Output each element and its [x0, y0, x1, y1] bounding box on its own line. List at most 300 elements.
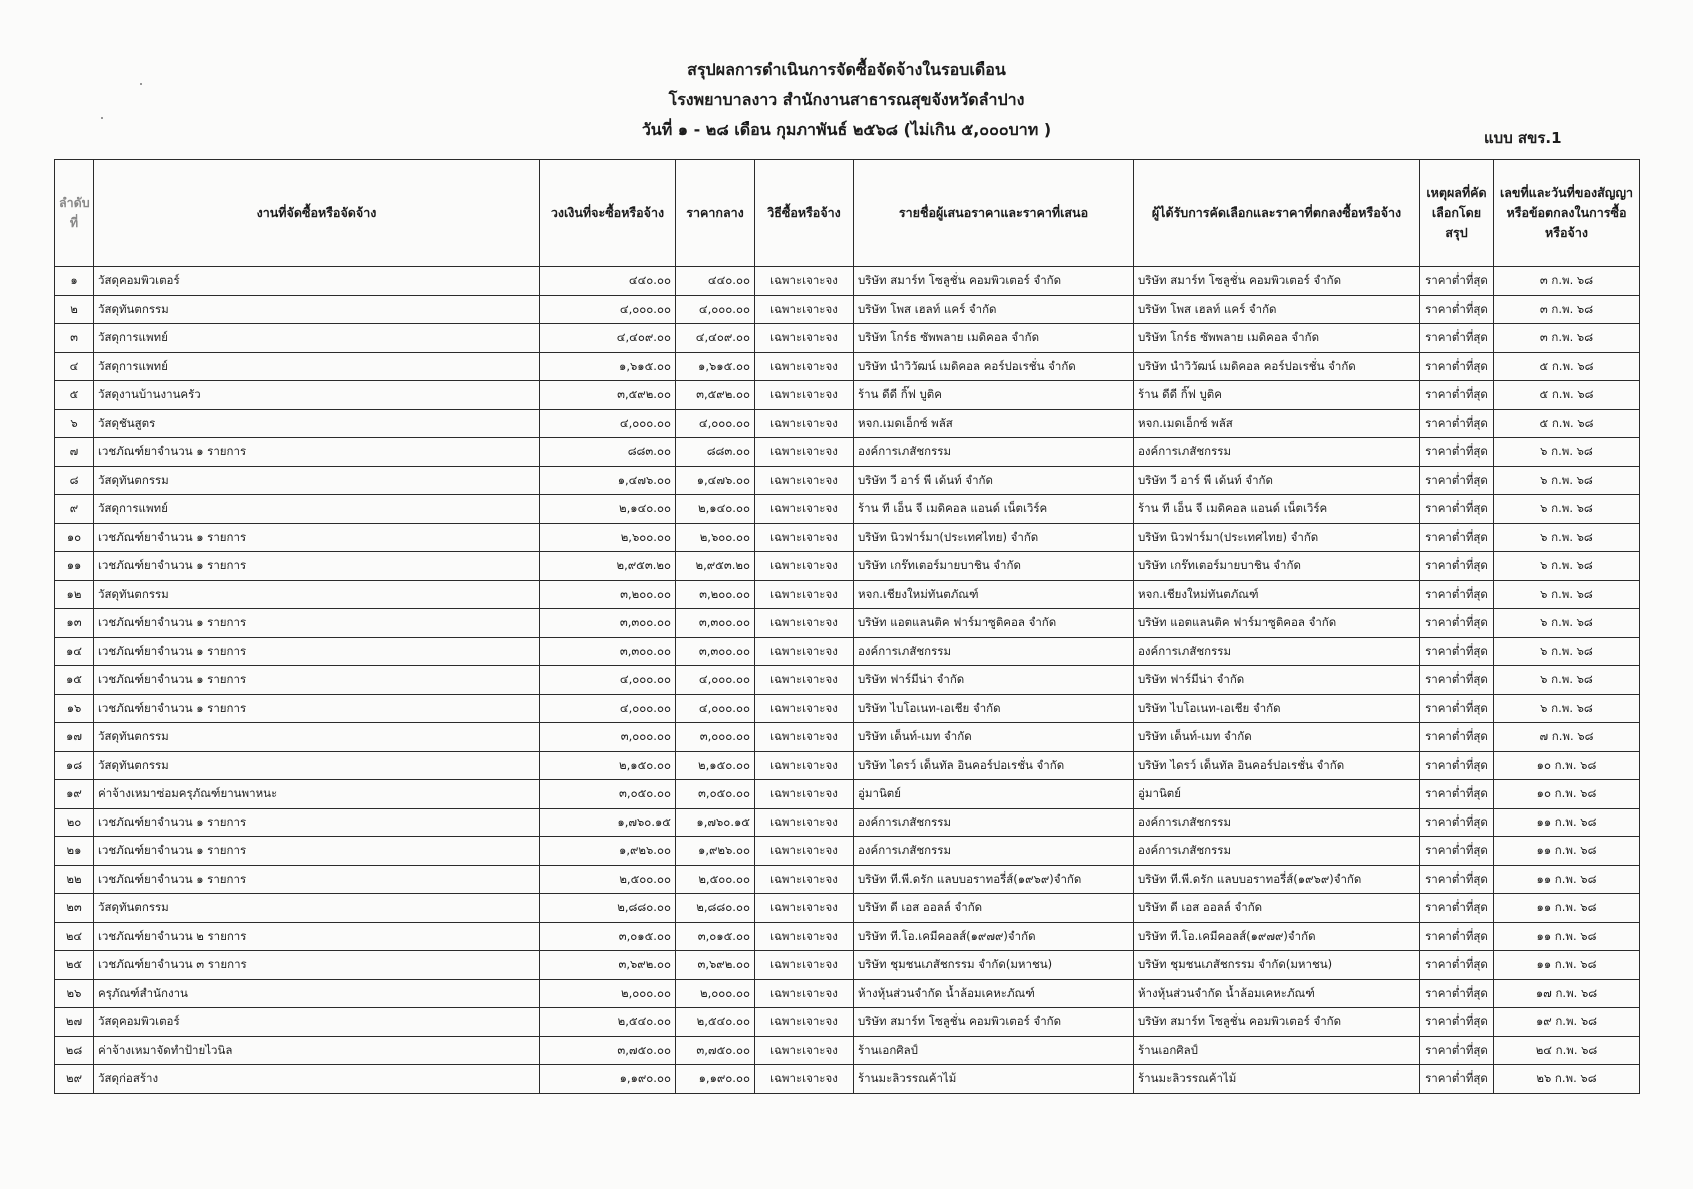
cell-budget: ๔๔๐.๐๐ — [540, 267, 676, 296]
cell-method: เฉพาะเจาะจง — [755, 324, 854, 353]
cell-item: วัสดุทันตกรรม — [94, 466, 540, 495]
cell-contract-date: ๖ ก.พ. ๖๘ — [1494, 495, 1640, 524]
cell-bidder: บริษัท ไดรว์ เด็นทัล อินคอร์ปอเรชั่น จำกัด — [854, 751, 1134, 780]
procurement-table — [54, 159, 1640, 1094]
table-row — [55, 951, 1640, 980]
table-row — [55, 637, 1640, 666]
cell-winner: ร้าน ที เอ็น จี เมดิคอล แอนด์ เน็ตเวิร์ค — [1134, 495, 1420, 524]
cell-median-price: ๓,๐๕๐.๐๐ — [676, 780, 755, 809]
cell-bidder: บริษัท ฟาร์มีน่า จำกัด — [854, 666, 1134, 695]
cell-winner: บริษัท ที.โอ.เคมีคอลส์(๑๙๗๙)จำกัด — [1134, 922, 1420, 951]
cell-item: วัสดุชันสูตร — [94, 409, 540, 438]
cell-bidder: บริษัท สมาร์ท โซลูชั่น คอมพิวเตอร์ จำกัด — [854, 267, 1134, 296]
cell-bidder: บริษัท โกร์ธ ซัพพลาย เมดิคอล จำกัด — [854, 324, 1134, 353]
cell-median-price: ๑,๗๖๐.๑๕ — [676, 808, 755, 837]
cell-no: ๑ — [55, 267, 94, 296]
col-header-bidders: รายชื่อผู้เสนอราคาและราคาที่เสนอ — [854, 160, 1134, 267]
cell-winner: ร้านเอกศิลป์ — [1134, 1036, 1420, 1065]
cell-median-price: ๒,๖๐๐.๐๐ — [676, 523, 755, 552]
cell-budget: ๒,๖๐๐.๐๐ — [540, 523, 676, 552]
cell-winner: บริษัท เกร๊ทเตอร์มายบาชิน จำกัด — [1134, 552, 1420, 581]
cell-item: เวชภัณฑ์ยาจำนวน ๒ รายการ — [94, 922, 540, 951]
table-row — [55, 295, 1640, 324]
cell-winner: บริษัท วี อาร์ พี เด้นท์ จำกัด — [1134, 466, 1420, 495]
cell-bidder: บริษัท ที.พี.ดรัก แลบบอราทอรี่ส์(๑๙๖๙)จำกัด — [854, 865, 1134, 894]
cell-method: เฉพาะเจาะจง — [755, 295, 854, 324]
cell-method: เฉพาะเจาะจง — [755, 495, 854, 524]
cell-reason: ราคาต่ำที่สุด — [1420, 267, 1494, 296]
cell-reason: ราคาต่ำที่สุด — [1420, 409, 1494, 438]
organization-name: โรงพยาบาลงาว สำนักงานสาธารณสุขจังหวัดลำปาง — [668, 90, 1025, 109]
table-row — [55, 894, 1640, 923]
cell-winner: บริษัท โพส เฮลท์ แคร์ จำกัด — [1134, 295, 1420, 324]
cell-method: เฉพาะเจาะจง — [755, 951, 854, 980]
cell-item: วัสดุก่อสร้าง — [94, 1065, 540, 1094]
cell-bidder: บริษัท นิวฟาร์มา(ประเทศไทย) จำกัด — [854, 523, 1134, 552]
cell-median-price: ๔,๐๐๐.๐๐ — [676, 666, 755, 695]
cell-bidder: บริษัท สมาร์ท โซลูชั่น คอมพิวเตอร์ จำกัด — [854, 1008, 1134, 1037]
table-row — [55, 808, 1640, 837]
cell-median-price: ๒,๐๐๐.๐๐ — [676, 979, 755, 1008]
table-header-row — [55, 160, 1640, 267]
cell-no: ๒๖ — [55, 979, 94, 1008]
cell-contract-date: ๒๖ ก.พ. ๖๘ — [1494, 1065, 1640, 1094]
cell-winner: บริษัท โกร์ธ ซัพพลาย เมดิคอล จำกัด — [1134, 324, 1420, 353]
cell-method: เฉพาะเจาะจง — [755, 694, 854, 723]
reporting-period: วันที่ ๑ - ๒๘ เดือน กุมภาพันธ์ ๒๕๖๘ (ไม่เกิน ๕,๐๐๐บาท ) — [641, 120, 1052, 139]
cell-item: เวชภัณฑ์ยาจำนวน ๑ รายการ — [94, 609, 540, 638]
col-header-item: งานที่จัดซื้อหรือจัดจ้าง — [94, 160, 540, 267]
cell-contract-date: ๗ ก.พ. ๖๘ — [1494, 723, 1640, 752]
cell-budget: ๒,๘๘๐.๐๐ — [540, 894, 676, 923]
cell-median-price: ๓,๗๕๐.๐๐ — [676, 1036, 755, 1065]
cell-reason: ราคาต่ำที่สุด — [1420, 295, 1494, 324]
cell-item: ค่าจ้างเหมาจัดทำป้ายไวนิล — [94, 1036, 540, 1065]
cell-no: ๘ — [55, 466, 94, 495]
cell-winner: บริษัท ดี เอส ออลล์ จำกัด — [1134, 894, 1420, 923]
cell-item: เวชภัณฑ์ยาจำนวน ๓ รายการ — [94, 951, 540, 980]
cell-item: วัสดุการแพทย์ — [94, 324, 540, 353]
cell-method: เฉพาะเจาะจง — [755, 409, 854, 438]
cell-bidder: บริษัท ดี เอส ออลล์ จำกัด — [854, 894, 1134, 923]
cell-winner: ห้างหุ้นส่วนจำกัด น้ำล้อมเคหะภัณฑ์ — [1134, 979, 1420, 1008]
cell-contract-date: ๖ ก.พ. ๖๘ — [1494, 580, 1640, 609]
cell-bidder: ห้างหุ้นส่วนจำกัด น้ำล้อมเคหะภัณฑ์ — [854, 979, 1134, 1008]
cell-reason: ราคาต่ำที่สุด — [1420, 523, 1494, 552]
cell-budget: ๔,๔๐๙.๐๐ — [540, 324, 676, 353]
cell-winner: ร้านมะลิวรรณค้าไม้ — [1134, 1065, 1420, 1094]
table-row — [55, 1065, 1640, 1094]
cell-winner: บริษัท เด็นท์-เมท จำกัด — [1134, 723, 1420, 752]
table-row — [55, 694, 1640, 723]
cell-winner: หจก.เชียงใหม่ทันตภัณฑ์ — [1134, 580, 1420, 609]
cell-contract-date: ๓ ก.พ. ๖๘ — [1494, 295, 1640, 324]
table-row — [55, 523, 1640, 552]
cell-no: ๒๒ — [55, 865, 94, 894]
cell-item: วัสดุคอมพิวเตอร์ — [94, 1008, 540, 1037]
cell-median-price: ๒,๑๔๐.๐๐ — [676, 495, 755, 524]
cell-budget: ๔,๐๐๐.๐๐ — [540, 295, 676, 324]
cell-median-price: ๒,๘๘๐.๐๐ — [676, 894, 755, 923]
cell-contract-date: ๓ ก.พ. ๖๘ — [1494, 267, 1640, 296]
cell-contract-date: ๖ ก.พ. ๖๘ — [1494, 466, 1640, 495]
cell-reason: ราคาต่ำที่สุด — [1420, 552, 1494, 581]
cell-winner: องค์การเภสัชกรรม — [1134, 637, 1420, 666]
cell-budget: ๑,๙๒๖.๐๐ — [540, 837, 676, 866]
cell-median-price: ๔,๔๐๙.๐๐ — [676, 324, 755, 353]
cell-item: วัสดุทันตกรรม — [94, 295, 540, 324]
cell-winner: บริษัท แอตแลนติค ฟาร์มาซูติคอล จำกัด — [1134, 609, 1420, 638]
cell-method: เฉพาะเจาะจง — [755, 438, 854, 467]
cell-reason: ราคาต่ำที่สุด — [1420, 324, 1494, 353]
cell-contract-date: ๑๙ ก.พ. ๖๘ — [1494, 1008, 1640, 1037]
cell-item: วัสดุการแพทย์ — [94, 495, 540, 524]
cell-winner: บริษัท ชุมชนเภสัชกรรม จำกัด(มหาชน) — [1134, 951, 1420, 980]
cell-no: ๑๕ — [55, 666, 94, 695]
cell-method: เฉพาะเจาะจง — [755, 865, 854, 894]
cell-item: เวชภัณฑ์ยาจำนวน ๑ รายการ — [94, 438, 540, 467]
cell-median-price: ๓,๕๙๒.๐๐ — [676, 381, 755, 410]
cell-bidder: ร้าน ดีดี กิ๊ฟ บูติค — [854, 381, 1134, 410]
table-row — [55, 495, 1640, 524]
cell-item: เวชภัณฑ์ยาจำนวน ๑ รายการ — [94, 637, 540, 666]
cell-reason: ราคาต่ำที่สุด — [1420, 466, 1494, 495]
scan-speck — [101, 117, 103, 119]
cell-no: ๒๗ — [55, 1008, 94, 1037]
cell-no: ๓ — [55, 324, 94, 353]
cell-reason: ราคาต่ำที่สุด — [1420, 352, 1494, 381]
table-row — [55, 381, 1640, 410]
col-header-median-price: ราคากลาง — [676, 160, 755, 267]
cell-reason: ราคาต่ำที่สุด — [1420, 381, 1494, 410]
cell-reason: ราคาต่ำที่สุด — [1420, 666, 1494, 695]
table-row — [55, 1008, 1640, 1037]
scan-speck — [140, 83, 142, 85]
cell-budget: ๔,๐๐๐.๐๐ — [540, 409, 676, 438]
cell-no: ๑๓ — [55, 609, 94, 638]
cell-contract-date: ๖ ก.พ. ๖๘ — [1494, 609, 1640, 638]
cell-reason: ราคาต่ำที่สุด — [1420, 894, 1494, 923]
cell-no: ๑๘ — [55, 751, 94, 780]
cell-bidder: บริษัท เกร๊ทเตอร์มายบาชิน จำกัด — [854, 552, 1134, 581]
cell-winner: บริษัท สมาร์ท โซลูชั่น คอมพิวเตอร์ จำกัด — [1134, 267, 1420, 296]
cell-item: ครุภัณฑ์สำนักงาน — [94, 979, 540, 1008]
cell-no: ๒๔ — [55, 922, 94, 951]
cell-method: เฉพาะเจาะจง — [755, 922, 854, 951]
cell-item: วัสดุทันตกรรม — [94, 894, 540, 923]
cell-budget: ๑,๖๑๕.๐๐ — [540, 352, 676, 381]
cell-item: ค่าจ้างเหมาซ่อมครุภัณฑ์ยานพาหนะ — [94, 780, 540, 809]
cell-method: เฉพาะเจาะจง — [755, 780, 854, 809]
cell-reason: ราคาต่ำที่สุด — [1420, 837, 1494, 866]
cell-median-price: ๔,๐๐๐.๐๐ — [676, 694, 755, 723]
cell-budget: ๔,๐๐๐.๐๐ — [540, 694, 676, 723]
cell-method: เฉพาะเจาะจง — [755, 352, 854, 381]
cell-winner: บริษัท นิวฟาร์มา(ประเทศไทย) จำกัด — [1134, 523, 1420, 552]
cell-budget: ๓,๐๐๐.๐๐ — [540, 723, 676, 752]
cell-item: วัสดุการแพทย์ — [94, 352, 540, 381]
cell-median-price: ๓,๓๐๐.๐๐ — [676, 609, 755, 638]
cell-no: ๑๑ — [55, 552, 94, 581]
table-row — [55, 438, 1640, 467]
cell-bidder: หจก.เมดเอ็กซ์ พลัส — [854, 409, 1134, 438]
cell-budget: ๒,๕๔๐.๐๐ — [540, 1008, 676, 1037]
cell-contract-date: ๑๗ ก.พ. ๖๘ — [1494, 979, 1640, 1008]
cell-median-price: ๓,๒๐๐.๐๐ — [676, 580, 755, 609]
cell-reason: ราคาต่ำที่สุด — [1420, 979, 1494, 1008]
cell-method: เฉพาะเจาะจง — [755, 808, 854, 837]
table-row — [55, 780, 1640, 809]
cell-reason: ราคาต่ำที่สุด — [1420, 1036, 1494, 1065]
cell-no: ๒๐ — [55, 808, 94, 837]
table-row — [55, 267, 1640, 296]
cell-contract-date: ๑๐ ก.พ. ๖๘ — [1494, 780, 1640, 809]
cell-contract-date: ๑๑ ก.พ. ๖๘ — [1494, 894, 1640, 923]
cell-item: เวชภัณฑ์ยาจำนวน ๑ รายการ — [94, 666, 540, 695]
cell-bidder: หจก.เชียงใหม่ทันตภัณฑ์ — [854, 580, 1134, 609]
cell-reason: ราคาต่ำที่สุด — [1420, 694, 1494, 723]
cell-bidder: องค์การเภสัชกรรม — [854, 808, 1134, 837]
cell-method: เฉพาะเจาะจง — [755, 381, 854, 410]
document-title: สรุปผลการดำเนินการจัดซื้อจัดจ้างในรอบเดือน — [687, 60, 1006, 79]
cell-method: เฉพาะเจาะจง — [755, 751, 854, 780]
cell-item: เวชภัณฑ์ยาจำนวน ๑ รายการ — [94, 552, 540, 581]
col-header-reason: เหตุผลที่คัดเลือกโดยสรุป — [1420, 160, 1494, 267]
cell-item: วัสดุคอมพิวเตอร์ — [94, 267, 540, 296]
cell-method: เฉพาะเจาะจง — [755, 466, 854, 495]
cell-item: วัสดุทันตกรรม — [94, 751, 540, 780]
cell-contract-date: ๑๑ ก.พ. ๖๘ — [1494, 922, 1640, 951]
cell-budget: ๓,๓๐๐.๐๐ — [540, 609, 676, 638]
table-row — [55, 723, 1640, 752]
cell-budget: ๘๘๓.๐๐ — [540, 438, 676, 467]
cell-item: เวชภัณฑ์ยาจำนวน ๑ รายการ — [94, 808, 540, 837]
cell-reason: ราคาต่ำที่สุด — [1420, 922, 1494, 951]
cell-no: ๒๓ — [55, 894, 94, 923]
cell-bidder: องค์การเภสัชกรรม — [854, 837, 1134, 866]
cell-winner: บริษัท สมาร์ท โซลูชั่น คอมพิวเตอร์ จำกัด — [1134, 1008, 1420, 1037]
table-row — [55, 552, 1640, 581]
col-header-winner: ผู้ได้รับการคัดเลือกและราคาที่ตกลงซื้อหรือจ้าง — [1134, 160, 1420, 267]
cell-contract-date: ๑๑ ก.พ. ๖๘ — [1494, 865, 1640, 894]
cell-bidder: บริษัท เด็นท์-เมท จำกัด — [854, 723, 1134, 752]
cell-no: ๒๙ — [55, 1065, 94, 1094]
table-row — [55, 466, 1640, 495]
cell-winner: องค์การเภสัชกรรม — [1134, 808, 1420, 837]
cell-median-price: ๒,๕๐๐.๐๐ — [676, 865, 755, 894]
cell-contract-date: ๖ ก.พ. ๖๘ — [1494, 637, 1640, 666]
cell-method: เฉพาะเจาะจง — [755, 1065, 854, 1094]
cell-no: ๑๖ — [55, 694, 94, 723]
cell-item: วัสดุทันตกรรม — [94, 580, 540, 609]
cell-reason: ราคาต่ำที่สุด — [1420, 495, 1494, 524]
cell-budget: ๒,๐๐๐.๐๐ — [540, 979, 676, 1008]
cell-bidder: บริษัท ชุมชนเภสัชกรรม จำกัด(มหาชน) — [854, 951, 1134, 980]
cell-reason: ราคาต่ำที่สุด — [1420, 865, 1494, 894]
table-row — [55, 580, 1640, 609]
cell-method: เฉพาะเจาะจง — [755, 1008, 854, 1037]
cell-bidder: บริษัท ที.โอ.เคมีคอลส์(๑๙๗๙)จำกัด — [854, 922, 1134, 951]
cell-contract-date: ๓ ก.พ. ๖๘ — [1494, 324, 1640, 353]
table-row — [55, 837, 1640, 866]
cell-winner: บริษัท นำวิวัฒน์ เมดิคอล คอร์ปอเรชั่น จำกัด — [1134, 352, 1420, 381]
cell-budget: ๓,๒๐๐.๐๐ — [540, 580, 676, 609]
cell-no: ๕ — [55, 381, 94, 410]
cell-reason: ราคาต่ำที่สุด — [1420, 609, 1494, 638]
cell-reason: ราคาต่ำที่สุด — [1420, 580, 1494, 609]
cell-median-price: ๑,๖๑๕.๐๐ — [676, 352, 755, 381]
cell-contract-date: ๖ ก.พ. ๖๘ — [1494, 523, 1640, 552]
cell-bidder: องค์การเภสัชกรรม — [854, 438, 1134, 467]
table-row — [55, 922, 1640, 951]
cell-contract-date: ๖ ก.พ. ๖๘ — [1494, 666, 1640, 695]
cell-contract-date: ๕ ก.พ. ๖๘ — [1494, 352, 1640, 381]
cell-reason: ราคาต่ำที่สุด — [1420, 438, 1494, 467]
cell-winner: อู่มานิตย์ — [1134, 780, 1420, 809]
cell-item: วัสดุงานบ้านงานครัว — [94, 381, 540, 410]
form-code: แบบ สขร.1 — [1484, 129, 1562, 147]
cell-winner: หจก.เมดเอ็กซ์ พลัส — [1134, 409, 1420, 438]
table-row — [55, 409, 1640, 438]
cell-bidder: บริษัท นำวิวัฒน์ เมดิคอล คอร์ปอเรชั่น จำกัด — [854, 352, 1134, 381]
cell-reason: ราคาต่ำที่สุด — [1420, 1008, 1494, 1037]
cell-method: เฉพาะเจาะจง — [755, 552, 854, 581]
table-row — [55, 666, 1640, 695]
cell-no: ๑๔ — [55, 637, 94, 666]
cell-contract-date: ๑๐ ก.พ. ๖๘ — [1494, 751, 1640, 780]
table-row — [55, 979, 1640, 1008]
cell-median-price: ๓,๓๐๐.๐๐ — [676, 637, 755, 666]
cell-budget: ๒,๙๕๓.๒๐ — [540, 552, 676, 581]
table-body — [55, 267, 1640, 1094]
cell-budget: ๒,๑๔๐.๐๐ — [540, 495, 676, 524]
cell-method: เฉพาะเจาะจง — [755, 637, 854, 666]
cell-budget: ๓,๐๕๐.๐๐ — [540, 780, 676, 809]
cell-no: ๔ — [55, 352, 94, 381]
table-row — [55, 352, 1640, 381]
cell-budget: ๓,๓๐๐.๐๐ — [540, 637, 676, 666]
cell-budget: ๑,๑๙๐.๐๐ — [540, 1065, 676, 1094]
cell-median-price: ๔,๐๐๐.๐๐ — [676, 295, 755, 324]
cell-no: ๖ — [55, 409, 94, 438]
cell-median-price: ๓,๖๙๒.๐๐ — [676, 951, 755, 980]
cell-item: เวชภัณฑ์ยาจำนวน ๑ รายการ — [94, 694, 540, 723]
cell-bidder: ร้านมะลิวรรณค้าไม้ — [854, 1065, 1134, 1094]
cell-winner: บริษัท ฟาร์มีน่า จำกัด — [1134, 666, 1420, 695]
col-header-budget: วงเงินที่จะซื้อหรือจ้าง — [540, 160, 676, 267]
cell-no: ๒๘ — [55, 1036, 94, 1065]
cell-method: เฉพาะเจาะจง — [755, 580, 854, 609]
cell-no: ๒๑ — [55, 837, 94, 866]
cell-no: ๗ — [55, 438, 94, 467]
cell-winner: ร้าน ดีดี กิ๊ฟ บูติค — [1134, 381, 1420, 410]
cell-item: เวชภัณฑ์ยาจำนวน ๑ รายการ — [94, 523, 540, 552]
cell-reason: ราคาต่ำที่สุด — [1420, 751, 1494, 780]
cell-method: เฉพาะเจาะจง — [755, 666, 854, 695]
cell-contract-date: ๕ ก.พ. ๖๘ — [1494, 409, 1640, 438]
document-header — [0, 55, 1693, 145]
cell-median-price: ๔๔๐.๐๐ — [676, 267, 755, 296]
cell-no: ๒ — [55, 295, 94, 324]
cell-contract-date: ๖ ก.พ. ๖๘ — [1494, 694, 1640, 723]
cell-method: เฉพาะเจาะจง — [755, 267, 854, 296]
cell-no: ๒๕ — [55, 951, 94, 980]
cell-reason: ราคาต่ำที่สุด — [1420, 780, 1494, 809]
cell-winner: บริษัท ที.พี.ดรัก แลบบอราทอรี่ส์(๑๙๖๙)จำกัด — [1134, 865, 1420, 894]
cell-budget: ๑,๗๖๐.๑๕ — [540, 808, 676, 837]
cell-contract-date: ๑๑ ก.พ. ๖๘ — [1494, 808, 1640, 837]
cell-median-price: ๘๘๓.๐๐ — [676, 438, 755, 467]
cell-bidder: บริษัท ไบโอเนท-เอเชีย จำกัด — [854, 694, 1134, 723]
cell-bidder: ร้าน ที เอ็น จี เมดิคอล แอนด์ เน็ตเวิร์ค — [854, 495, 1134, 524]
cell-item: เวชภัณฑ์ยาจำนวน ๑ รายการ — [94, 837, 540, 866]
cell-median-price: ๑,๑๙๐.๐๐ — [676, 1065, 755, 1094]
cell-median-price: ๔,๐๐๐.๐๐ — [676, 409, 755, 438]
cell-method: เฉพาะเจาะจง — [755, 523, 854, 552]
cell-winner: บริษัท ไดรว์ เด็นทัล อินคอร์ปอเรชั่น จำกัด — [1134, 751, 1420, 780]
table-row — [55, 865, 1640, 894]
cell-median-price: ๒,๕๔๐.๐๐ — [676, 1008, 755, 1037]
cell-budget: ๒,๕๐๐.๐๐ — [540, 865, 676, 894]
cell-winner: องค์การเภสัชกรรม — [1134, 837, 1420, 866]
cell-no: ๑๗ — [55, 723, 94, 752]
table-row — [55, 1036, 1640, 1065]
cell-contract-date: ๒๔ ก.พ. ๖๘ — [1494, 1036, 1640, 1065]
cell-item: วัสดุทันตกรรม — [94, 723, 540, 752]
cell-method: เฉพาะเจาะจง — [755, 837, 854, 866]
cell-contract-date: ๖ ก.พ. ๖๘ — [1494, 552, 1640, 581]
cell-contract-date: ๕ ก.พ. ๖๘ — [1494, 381, 1640, 410]
table-row — [55, 324, 1640, 353]
cell-method: เฉพาะเจาะจง — [755, 609, 854, 638]
cell-method: เฉพาะเจาะจง — [755, 1036, 854, 1065]
cell-budget: ๔,๐๐๐.๐๐ — [540, 666, 676, 695]
cell-no: ๙ — [55, 495, 94, 524]
cell-reason: ราคาต่ำที่สุด — [1420, 808, 1494, 837]
cell-bidder: ร้านเอกศิลป์ — [854, 1036, 1134, 1065]
cell-bidder: อู่มานิตย์ — [854, 780, 1134, 809]
cell-method: เฉพาะเจาะจง — [755, 723, 854, 752]
cell-contract-date: ๖ ก.พ. ๖๘ — [1494, 438, 1640, 467]
cell-winner: บริษัท ไบโอเนท-เอเชีย จำกัด — [1134, 694, 1420, 723]
cell-reason: ราคาต่ำที่สุด — [1420, 951, 1494, 980]
cell-median-price: ๑,๔๗๖.๐๐ — [676, 466, 755, 495]
cell-reason: ราคาต่ำที่สุด — [1420, 637, 1494, 666]
cell-budget: ๓,๐๑๕.๐๐ — [540, 922, 676, 951]
cell-budget: ๓,๕๙๒.๐๐ — [540, 381, 676, 410]
cell-item: เวชภัณฑ์ยาจำนวน ๑ รายการ — [94, 865, 540, 894]
cell-method: เฉพาะเจาะจง — [755, 894, 854, 923]
cell-no: ๑๙ — [55, 780, 94, 809]
col-header-no: ลำดับที่ — [55, 160, 94, 267]
cell-bidder: บริษัท แอตแลนติค ฟาร์มาซูติคอล จำกัด — [854, 609, 1134, 638]
cell-bidder: บริษัท วี อาร์ พี เด้นท์ จำกัด — [854, 466, 1134, 495]
cell-budget: ๒,๑๕๐.๐๐ — [540, 751, 676, 780]
col-header-contract-date: เลขที่และวันที่ของสัญญาหรือข้อตกลงในการซื้อหรือจ้าง — [1494, 160, 1640, 267]
cell-median-price: ๒,๙๕๓.๒๐ — [676, 552, 755, 581]
cell-median-price: ๒,๑๕๐.๐๐ — [676, 751, 755, 780]
cell-median-price: ๓,๐๐๐.๐๐ — [676, 723, 755, 752]
cell-budget: ๓,๖๙๒.๐๐ — [540, 951, 676, 980]
cell-contract-date: ๑๑ ก.พ. ๖๘ — [1494, 837, 1640, 866]
cell-no: ๑๐ — [55, 523, 94, 552]
cell-bidder: องค์การเภสัชกรรม — [854, 637, 1134, 666]
cell-winner: องค์การเภสัชกรรม — [1134, 438, 1420, 467]
cell-reason: ราคาต่ำที่สุด — [1420, 723, 1494, 752]
cell-no: ๑๒ — [55, 580, 94, 609]
col-header-method: วิธีซื้อหรือจ้าง — [755, 160, 854, 267]
cell-contract-date: ๑๑ ก.พ. ๖๘ — [1494, 951, 1640, 980]
